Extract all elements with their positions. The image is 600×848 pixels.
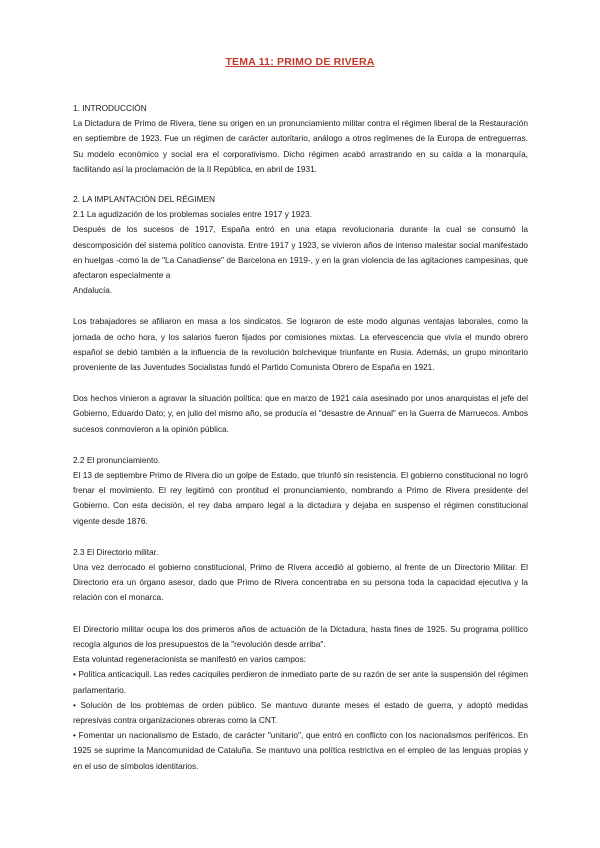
section-heading-intro: 1. INTRODUCCIÓN [73,103,147,113]
paragraph-2-3-b: El Directorio militar ocupa los dos primeros años de actuación de la Dictadura, hasta fines de 1925. Su programa político recogía algunos de los presupuestos de la "revolución desde arriba". [73,623,528,649]
paragraph-2-3-b-lead: Esta voluntad regeneracionista se manifestó en varios campos: [73,654,306,665]
subsection-heading-2-1: 2.1 La agudización de los problemas sociales entre 1917 y 1923. [73,209,312,220]
paragraph-2-2: El 13 de septiembre Primo de Rivera dio un golpe de Estado, que triunfó sin resistencia. El gobierno constitucional no logró frenar el movimiento. El rey legitimó con prontitud el pronunciamiento, nombrando a Primo de Rivera presidente del Gobierno. Con esta decisión, el rey daba amparo legal a la dictadura y dejaba en suspenso el régimen constitucional vigente desde 1876. [73,470,528,526]
paragraph-2-1-c: Dos hechos vinieron a agravar la situación política: que en marzo de 1921 caía asesinado por unos anarquistas el jefe del Gobierno, Eduardo Dato; y, en julio del mismo año, se producía el "desastre de Annual" en la Guerra de Marruecos. Ambos sucesos conmovieron a la opinión pública. [73,393,528,434]
subsection-heading-2-2: 2.2 El pronunciamiento. [73,454,161,465]
bullet-item: • Fomentar un nacionalismo de Estado, de carácter "unitario", que entró en conflicto con los nacionalismos periféricos. En 1925 se suprime la Mancomunidad de Cataluña. Se mantuvo una política restrictiva en el empleo de las lenguas propias y en el uso de símbolos identitarios. [73,730,528,771]
subsection-heading-2-3: 2.3 El Directorio militar. [73,546,159,557]
page-title: TEMA 11: PRIMO DE RIVERA [225,56,375,68]
section-heading-implantacion: 2. LA IMPLANTACIÓN DEL RÉGIMEN [73,194,216,205]
paragraph-2-3-a: Una vez derrocado el gobierno constitucional, Primo de Rivera accedió al gobierno, al frente de un Directorio Militar. El Directorio era un órgano asesor, dado que Primo de Rivera concentraba en su persona toda la capacidad ejecutiva y la relación con el monarca. [73,562,528,603]
paragraph-2-1-a: Después de los sucesos de 1917, España entró en una etapa revolucionaria durante la cual se consumó la descomposición del sistema político canovista. Entre 1917 y 1923, se vivieron años de intenso malestar social manifestado en huelgas -como la de "La Canadiense" de Barcelona en 1919-, y en la gran violencia de las agitaciones campesinas, que afectaron especialmente a [73,224,528,281]
paragraph-2-1-b: Los trabajadores se afiliaron en masa a los sindicatos. Se lograron de este modo algunas ventajas laborales, como la jornada de ocho hora, y los salarios fueron fijados por comisiones mixtas. La efervescencia que vivía el mundo obrero español se debió también a la influencia de la revolución bolchevique triunfante en Rusia. Además, un grupo minoritario proveniente de las Juventudes Socialistas fundó el Partido Comunista Obrero de España en 1921. [73,316,528,373]
document-body [73,101,528,774]
bullet-item: • Política anticaciquil. Las redes caciquiles perdieron de inmediato parte de su razón de ser ante la suspensión del régimen parlamentario. [73,669,528,695]
paragraph-2-1-a-end: Andalucía. [73,285,113,296]
bullet-item: • Solución de los problemas de orden público. Se mantuvo durante meses el estado de guerra, y adoptó medidas represivas contra organizaciones obreras como la CNT. [73,699,528,725]
intro-paragraph: La Dictadura de Primo de Rivera, tiene su origen en un pronunciamiento militar contra el régimen liberal de la Restauración en septiembre de 1923. Fue un régimen de carácter autoritario, análogo a otros regímenes de la Europa de entreguerras. Su modelo económico y social era el corporativismo. Dicho régimen acabó arrastrando en su caída a la monarquía, facilitando así la proclamación de la II República, en abril de 1931. [73,118,528,174]
